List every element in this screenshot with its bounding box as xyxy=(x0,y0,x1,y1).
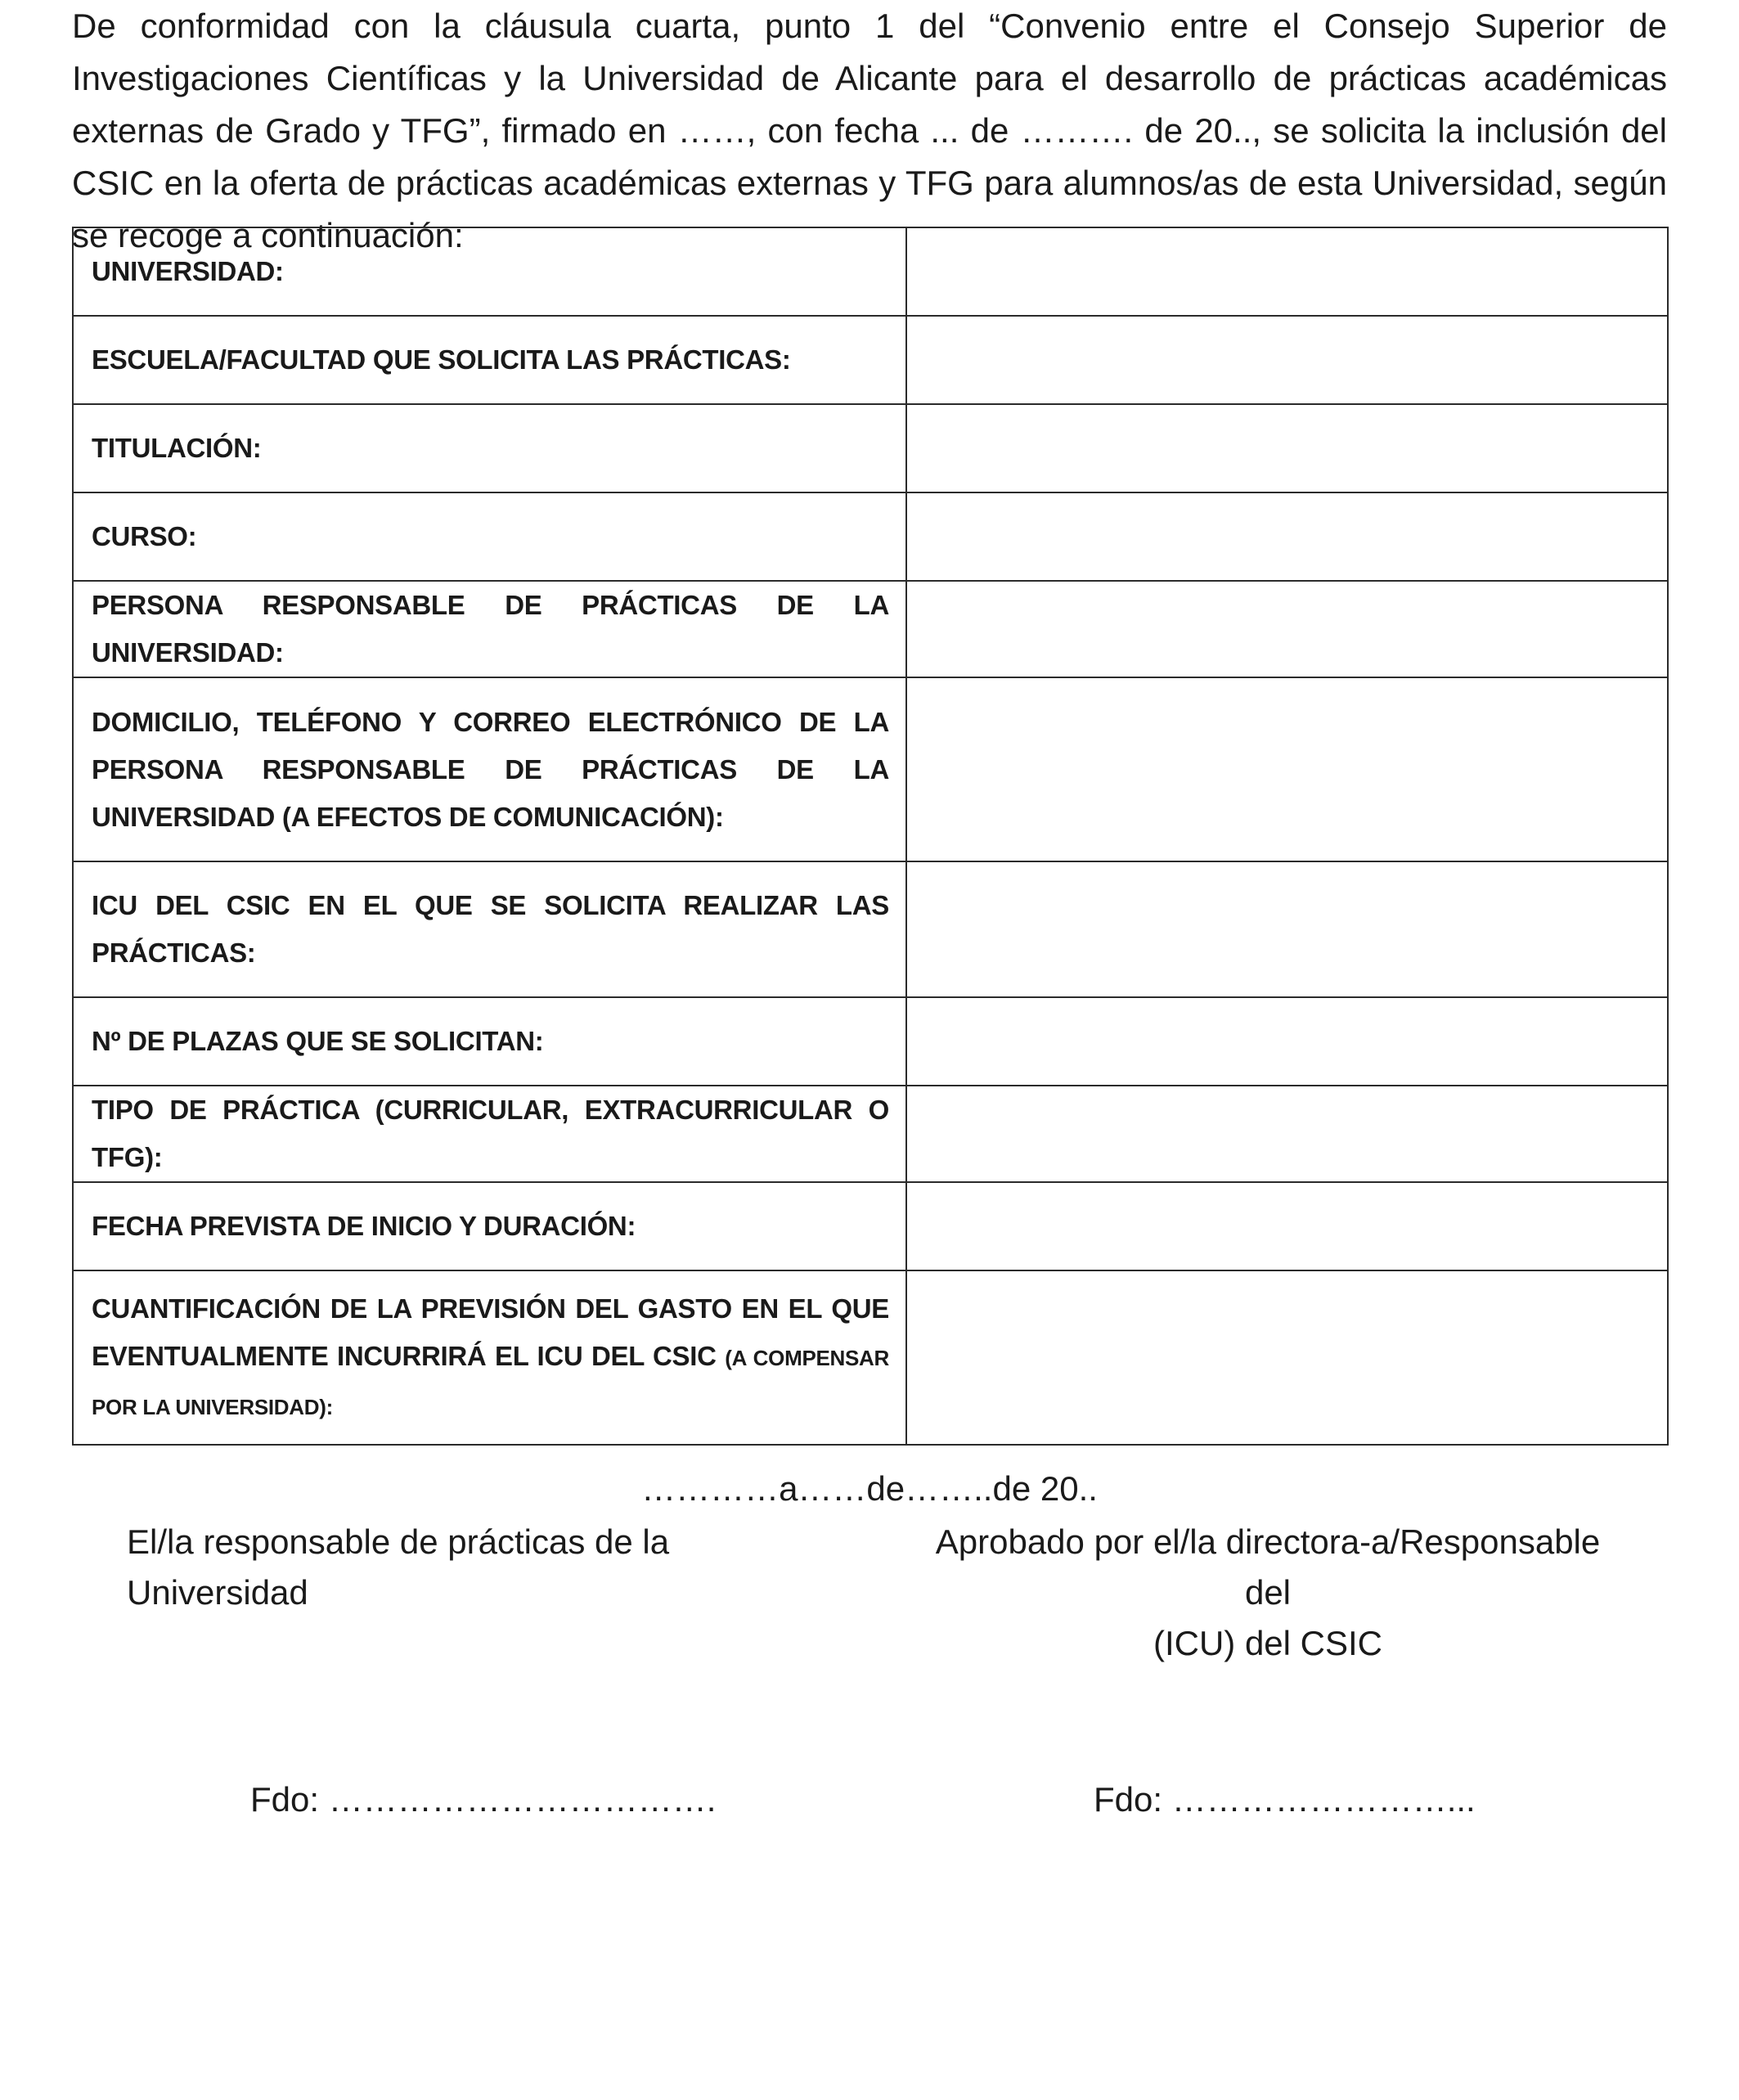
row-value-cuantificacion-gasto[interactable] xyxy=(906,1270,1668,1445)
table-row xyxy=(73,404,1668,492)
row-value-domicilio-contacto[interactable] xyxy=(906,677,1668,861)
row-label-cuantificacion-main: CUANTIFICACIÓN DE LA PREVISIÓN DEL GASTO EN EL QUE EVENTUALMENTE INCURRIRÁ EL ICU DEL CSIC xyxy=(92,1293,889,1371)
signature-left-fdo: Fdo: ……………………………. xyxy=(250,1780,717,1819)
row-label-universidad: UNIVERSIDAD: xyxy=(73,227,906,316)
table-row xyxy=(73,997,1668,1086)
row-label-icu-csic: ICU DEL CSIC EN EL QUE SE SOLICITA REALIZAR LAS PRÁCTICAS: xyxy=(73,861,906,997)
place-date-line: …………a……de……..de 20.. xyxy=(641,1469,1098,1508)
signature-right-title xyxy=(916,1517,1620,1669)
signature-right-title-line1: Aprobado por el/la directora-a/Responsable del xyxy=(935,1522,1601,1612)
row-value-titulacion[interactable] xyxy=(906,404,1668,492)
row-label-curso: CURSO: xyxy=(73,492,906,581)
row-label-escuela-facultad: ESCUELA/FACULTAD QUE SOLICITA LAS PRÁCTICAS: xyxy=(73,316,906,404)
row-label-domicilio-contacto: DOMICILIO, TELÉFONO Y CORREO ELECTRÓNICO DE LA PERSONA RESPONSABLE DE PRÁCTICAS DE LA UNIVERSIDAD (A EFECTOS DE COMUNICACIÓN): xyxy=(73,677,906,861)
row-label-persona-responsable: PERSONA RESPONSABLE DE PRÁCTICAS DE LA UNIVERSIDAD: xyxy=(73,581,906,677)
table-row xyxy=(73,492,1668,581)
table-row xyxy=(73,677,1668,861)
request-form-table xyxy=(72,227,1669,1446)
row-value-escuela-facultad[interactable] xyxy=(906,316,1668,404)
table-row xyxy=(73,227,1668,316)
row-value-icu-csic[interactable] xyxy=(906,861,1668,997)
row-value-universidad[interactable] xyxy=(906,227,1668,316)
row-value-tipo-practica[interactable] xyxy=(906,1086,1668,1182)
signature-right-title-line2: (ICU) del CSIC xyxy=(1153,1624,1383,1662)
table-row xyxy=(73,1086,1668,1182)
table-row xyxy=(73,581,1668,677)
row-value-num-plazas[interactable] xyxy=(906,997,1668,1086)
row-label-tipo-practica: TIPO DE PRÁCTICA (CURRICULAR, EXTRACURRICULAR O TFG): xyxy=(73,1086,906,1182)
table-row xyxy=(73,861,1668,997)
table-row xyxy=(73,316,1668,404)
table-row xyxy=(73,1182,1668,1270)
row-label-cuantificacion-suffix: (A COMPENSAR POR LA UNIVERSIDAD): xyxy=(92,1345,889,1419)
row-value-fecha-inicio[interactable] xyxy=(906,1182,1668,1270)
row-label-cuantificacion-gasto xyxy=(73,1270,906,1445)
row-label-titulacion: TITULACIÓN: xyxy=(73,404,906,492)
row-value-persona-responsable[interactable] xyxy=(906,581,1668,677)
row-label-num-plazas: Nº DE PLAZAS QUE SE SOLICITAN: xyxy=(73,997,906,1086)
signature-left-title: El/la responsable de prácticas de la Universidad xyxy=(127,1522,670,1612)
row-label-fecha-inicio: FECHA PREVISTA DE INICIO Y DURACIÓN: xyxy=(73,1182,906,1270)
row-value-curso[interactable] xyxy=(906,492,1668,581)
signature-right-fdo: Fdo: ……………………... xyxy=(1094,1780,1476,1819)
table-row xyxy=(73,1270,1668,1445)
intro-paragraph: De conformidad con la cláusula cuarta, punto 1 del “Convenio entre el Consejo Superior de Investigaciones Científicas y la Universidad de Alicante para el desarrollo de prácticas académicas externas de Grado y TFG”, firmado en ……, con fecha ... de ………. de 20.., se solicita la inclusión del CSIC en la oferta de prácticas académicas externas y TFG para alumnos/as de esta Universidad, según se recoge a continuación: xyxy=(72,7,1667,254)
